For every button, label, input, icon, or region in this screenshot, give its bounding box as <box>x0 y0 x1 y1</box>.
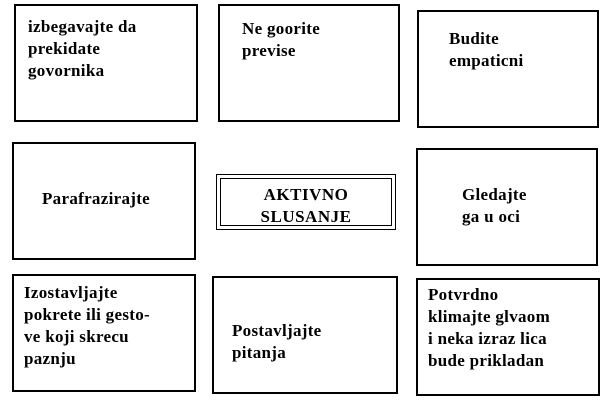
center-box <box>216 174 396 230</box>
tip-box-top-middle <box>218 4 400 122</box>
tip-text-eye-contact: Gledajte ga u oci <box>462 185 527 226</box>
tip-box-middle-left <box>12 142 196 260</box>
tip-box-bottom-left <box>12 274 196 392</box>
tip-box-top-right <box>417 10 599 128</box>
tip-text-paraphrase: Parafrazirajte <box>42 189 151 208</box>
center-title: AKTIVNO SLUSANJE <box>260 185 352 226</box>
tip-text-dont-interrupt: izbegavajte da prekidate govornika <box>28 17 137 80</box>
tip-box-bottom-right <box>416 278 600 396</box>
tip-text-ask-questions: Postavljajte pitanja <box>232 321 322 362</box>
tip-box-bottom-middle <box>212 276 398 394</box>
tip-box-top-left <box>14 4 198 122</box>
tip-text-nod-and-expression: Potvrdno klimajte glvaom i neka izraz lica bude prikladan <box>428 285 551 370</box>
tip-text-avoid-distracting-gestures: Izostavljajte pokrete ili gesto- ve koji skrecu paznju <box>24 283 150 368</box>
tip-text-be-empathetic: Budite empaticni <box>449 29 524 70</box>
tip-box-middle-right <box>416 148 598 266</box>
center-inner-frame <box>220 178 392 226</box>
tip-text-dont-talk-much: Ne goorite previse <box>242 19 321 60</box>
